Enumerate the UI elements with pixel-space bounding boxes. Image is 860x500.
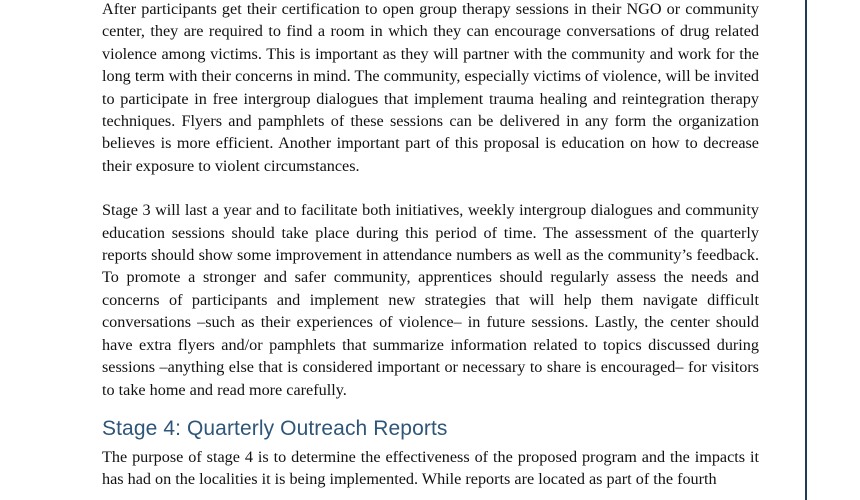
paragraph-certification: After participants get their certification to open group therapy sessions in their NGO or community center, they are required to find a room in which they can encourage conversations of drug related violence among victims. This is important as they will partner with the community and work for the long term with their concerns in mind. The community, especially victims of violence, will be invited to participate in free intergroup dialogues that implement trauma healing and reintegration therapy techniques. Flyers and pamphlets of these sessions can be delivered in any form the organization believes is more efficient. Another important part of this proposal is education on how to decrease their exposure to violent circumstances. (102, 0, 759, 175)
paragraph-stage-3: Stage 3 will last a year and to facilitate both initiatives, weekly intergroup dialogues and community education sessions should take place during this period of time. The assessment of the quarterly reports should show some improvement in attendance numbers as well as the community’s feedback. To promote a stronger and safer community, apprentices should regularly assess the needs and concerns of participants and implement new strategies that will help them navigate difficult conversations –such as their experiences of violence– in future sessions. Lastly, the center should have extra flyers and/or pamphlets that summarize information related to topics discussed during sessions –anything else that is considered important or necessary to share is encouraged– for visitors to take home and read more carefully. (102, 201, 759, 399)
document-body (102, 0, 759, 491)
paragraph-spacer (102, 177, 759, 199)
page-border-rule (805, 0, 807, 500)
section-heading-stage-4: Stage 4: Quarterly Outreach Reports (102, 416, 448, 440)
paragraph-stage-4: The purpose of stage 4 is to determine the effectiveness of the proposed program and the impacts it has had on the localities it is being implemented. While reports are located as part of the fourth (102, 447, 759, 489)
